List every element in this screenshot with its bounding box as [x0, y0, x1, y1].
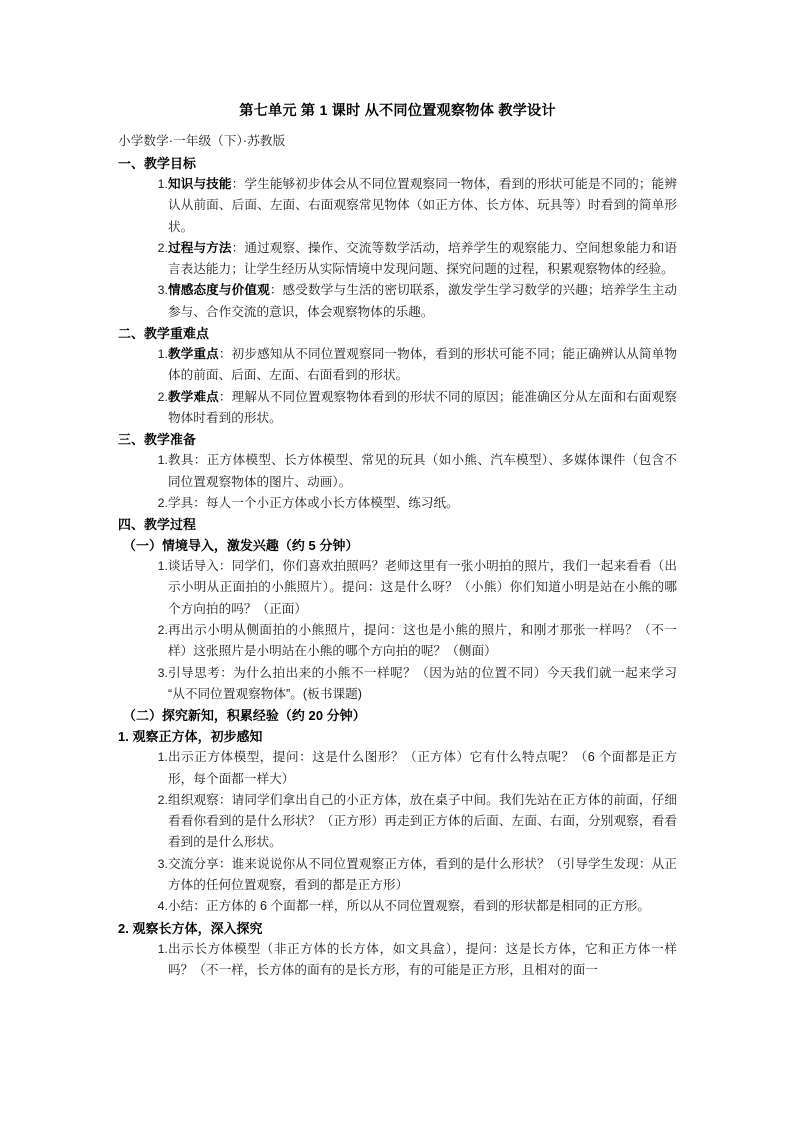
- list-item: [118, 939, 677, 982]
- list-item-marker: 1.: [157, 941, 168, 956]
- list-item: [118, 854, 677, 897]
- process-part-list: [118, 556, 677, 705]
- process-part-list: [118, 747, 677, 917]
- list-item-lead: 情感态度与价值观: [168, 283, 270, 298]
- list-item: [118, 450, 677, 493]
- preparation-list: [118, 450, 677, 514]
- list-item-body: [168, 493, 677, 514]
- list-item: [118, 238, 677, 281]
- list-item-text: 出示正方体模型，提问：这是什么图形？（正方体）它有什么特点呢？（6 个面都是正方形，每个面都一样大）: [168, 750, 677, 786]
- list-item-body: [168, 174, 677, 238]
- list-item-marker: 3.: [157, 283, 168, 298]
- list-item-text: 小结：正方体的 6 个面都一样，所以从不同位置观察，看到的形状都是相同的正方形。: [168, 899, 650, 914]
- list-item-lead: 教学重点: [168, 347, 219, 362]
- list-item-body: [168, 854, 677, 897]
- list-item-body: [168, 896, 677, 917]
- list-item: [118, 174, 677, 238]
- list-item-marker: 3.: [157, 665, 168, 680]
- process-part-heading: 2. 观察长方体，深入探究: [118, 920, 263, 936]
- page-content-area: [118, 100, 677, 981]
- list-item-lead: 知识与技能: [168, 177, 232, 191]
- list-item-marker: 2.: [157, 495, 168, 510]
- list-item-marker: 1.: [157, 559, 168, 574]
- list-item-body: [168, 280, 677, 323]
- list-item-text: 出示长方体模型（非正方体的长方体，如文具盒），提问：这是长方体，它和正方体一样吗？（不一样，长方体的面有的是长方形，有的可能是正方形，且相对的面一: [168, 941, 677, 977]
- list-item: [118, 790, 677, 854]
- list-item-text: 谈话导入：同学们，你们喜欢拍照吗？老师这里有一张小明拍的照片，我们一起来看看（出示小明从正面拍的小熊照片）。提问：这是什么呀？（小熊）你们知道小明是站在小熊的哪个方向拍的吗？（正面）: [168, 559, 677, 616]
- list-item-lead: 过程与方法: [168, 240, 232, 255]
- section-heading-objectives: 一、教学目标: [118, 156, 196, 171]
- objectives-list: [118, 174, 677, 323]
- list-item-marker: 2.: [157, 623, 168, 638]
- list-item: [118, 663, 677, 706]
- list-item: [118, 620, 677, 663]
- list-item-body: [168, 387, 677, 430]
- list-item-body: [168, 747, 677, 790]
- list-item-marker: 1.: [157, 453, 168, 468]
- list-item-text: 教具：正方体模型、长方体模型、常见的玩具（如小熊、汽车模型）、多媒体课件（包含不同位置观察物体的图片、动画）。: [168, 453, 677, 489]
- process-part-heading: （一）情境导入，激发兴趣（约 5 分钟）: [123, 538, 359, 554]
- list-item-text: 组织观察：请同学们拿出自己的小正方体，放在桌子中间。我们先站在正方体的前面，仔细看看你看到的是什么形状？（正方形）再走到正方体的后面、左面、右面，分别观察，看看看到的是什么形状。: [168, 792, 677, 850]
- list-item-text: ：理解从不同位置观察物体看到的形状不同的原因；能准确区分从左面和右面观察物体时看到的形状。: [168, 389, 677, 425]
- list-item-text: 学具：每人一个小正方体或小长方体模型、练习纸。: [168, 495, 459, 510]
- list-item: [118, 896, 677, 917]
- page-title: 第七单元 第 1 课时 从不同位置观察物体 教学设计: [239, 103, 556, 119]
- process-part-list: [118, 939, 677, 982]
- list-item-marker: 1.: [157, 177, 168, 191]
- list-item-text: ：通过观察、操作、交流等数学活动，培养学生的观察能力、空间想象能力和语言表达能力；让学生经历从实际情境中发现问题、探究问题的过程，积累观察物体的经验。: [168, 240, 678, 277]
- list-item-text: ：学生能够初步体会从不同位置观察同一物体，看到的形状可能是不同的；能辨认从前面、后面、左面、右面观察常见物体（如正方体、长方体、玩具等）时看到的简单形状。: [168, 177, 678, 234]
- section-heading-keypoints: 二、教学重难点: [118, 326, 209, 342]
- list-item-body: [168, 790, 677, 854]
- list-item-body: [168, 663, 677, 706]
- list-item-marker: 1.: [157, 347, 168, 362]
- list-item-text: 引导思考：为什么拍出来的小熊不一样呢？（因为站的位置不同）今天我们就一起来学习“从不同位置观察物体”。(板书课题): [168, 665, 677, 701]
- list-item-text: 再出示小明从侧面拍的小熊照片，提问：这也是小熊的照片，和刚才那张一样吗？（不一样）这张照片是小明站在小熊的哪个方向拍的呢？（侧面）: [168, 623, 677, 659]
- list-item-marker: 4.: [157, 899, 168, 914]
- list-item: [118, 344, 677, 387]
- list-item-text: 交流分享：谁来说说你从不同位置观察正方体，看到的是什么形状？（引导学生发现：从正方体的任何位置观察，看到的都是正方形）: [168, 856, 677, 893]
- list-item: [118, 747, 677, 790]
- list-item-body: [168, 238, 677, 281]
- list-item: [118, 556, 677, 620]
- list-item-marker: 1.: [157, 750, 168, 765]
- section-heading-process: 四、教学过程: [118, 517, 196, 533]
- list-item-marker: 2.: [157, 792, 168, 807]
- process-part-heading: 1. 观察正方体，初步感知: [118, 729, 263, 745]
- list-item-body: [168, 344, 677, 387]
- list-item-lead: 教学难点: [168, 389, 219, 404]
- list-item-body: [168, 556, 677, 620]
- list-item-marker: 3.: [157, 856, 168, 871]
- list-item-marker: 2.: [157, 389, 168, 404]
- list-item: [118, 493, 677, 514]
- list-item-body: [168, 450, 677, 493]
- list-item-body: [168, 939, 677, 982]
- process-parts-container: [118, 535, 677, 981]
- list-item-body: [168, 620, 677, 663]
- keypoints-list: [118, 344, 677, 429]
- document-subtitle: 小学数学·一年级（下）·苏教版: [118, 134, 286, 148]
- process-part-heading: （二）探究新知，积累经验（约 20 分钟）: [123, 708, 366, 724]
- list-item-text: ：初步感知从不同位置观察同一物体，看到的形状可能不同；能正确辨认从简单物体的前面、后面、左面、右面看到的形状。: [168, 347, 677, 383]
- list-item-text: ：感受数学与生活的密切联系，激发学生学习数学的兴趣；培养学生主动参与、合作交流的意识，体会观察物体的乐趣。: [168, 283, 677, 319]
- section-heading-preparation: 三、教学准备: [118, 432, 196, 448]
- list-item: [118, 280, 677, 323]
- list-item-marker: 2.: [157, 240, 168, 255]
- list-item: [118, 387, 677, 430]
